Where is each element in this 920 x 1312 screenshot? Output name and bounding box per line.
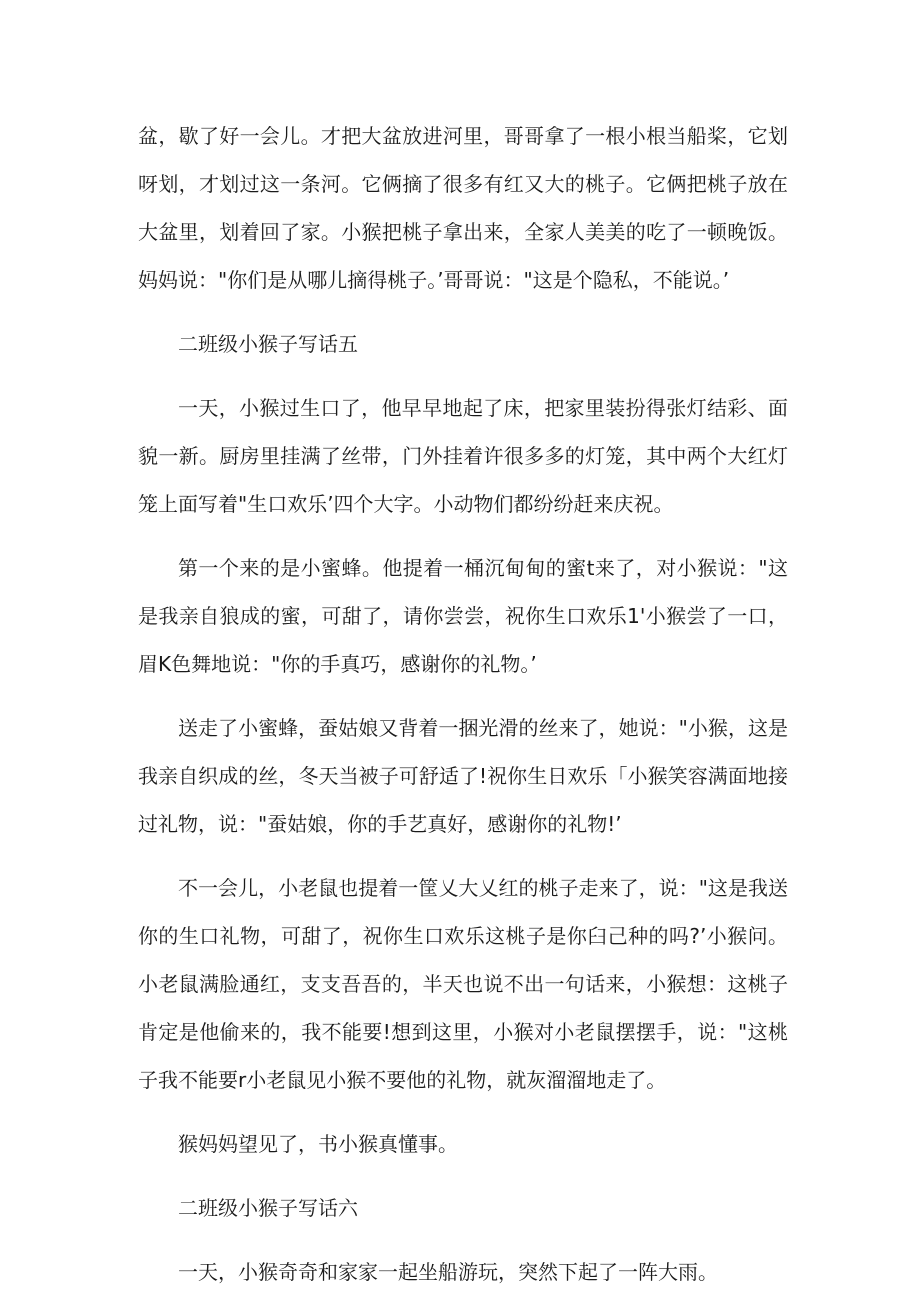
section-heading-five: 二班级小猴子写话五	[178, 332, 358, 356]
paragraph: 一天，小猴过生口了，他早早地起了床，把家里装扮得张灯结彩、面貌一新。厨房里挂满了丝带，门外挂着许很多多的灯笼，其中两个大红灯笼上面写着"生口欢乐’四个大字。小动物们都纷纷赶来庆祝。	[138, 396, 788, 516]
document-body	[138, 112, 788, 1312]
paragraph: 送走了小蜜蜂，蚕姑娘又背着一捆光滑的丝来了，她说："小猴，这是我亲自织成的丝，冬天当被子可舒适了!祝你生日欢乐「小猴笑容满面地接过礼物，说："蚕姑娘，你的手艺真好，感谢你的礼物!’	[138, 716, 788, 836]
paragraph: 一天，小猴奇奇和家家一起坐船游玩，突然下起了一阵大雨。	[178, 1260, 718, 1284]
paragraph-continuation: 盆，歇了好一会儿。才把大盆放进河里，哥哥拿了一根小根当船桨，它划呀划，才划过这一条河。它俩摘了很多有红又大的桃子。它俩把桃子放在大盆里，划着回了家。小猴把桃子拿出来，全家人美美的吃了一顿晚饭。妈妈说："你们是从哪儿摘得桃子。’哥哥说："这是个隐私，不能说。’	[138, 124, 788, 292]
paragraph: 第一个来的是小蜜蜂。他提着一桶沉甸甸的蜜t来了，对小猴说："这是我亲自狼成的蜜，可甜了，请你尝尝，祝你生口欢乐1'小猴尝了一口，眉K色舞地说："你的手真巧，感谢你的礼物。’	[138, 556, 788, 676]
paragraph: 猴妈妈望见了，书小猴真懂事。	[178, 1132, 458, 1156]
section-heading-six: 二班级小猴子写话六	[178, 1196, 358, 1220]
paragraph: 不一会儿，小老鼠也提着一筐乂大乂红的桃子走来了，说："这是我送你的生口礼物，可甜了，祝你生口欢乐这桃子是你臼己种的吗?’小猴问。小老鼠满脸通红，支支吾吾的，半天也说不出一句话来，小猴想：这桃子肯定是他偷来的，我不能要!想到这里，小猴对小老鼠摆摆手，说："这桃子我不能要r小老鼠见小猴不要他的礼物，就灰溜溜地走了。	[138, 876, 788, 1092]
